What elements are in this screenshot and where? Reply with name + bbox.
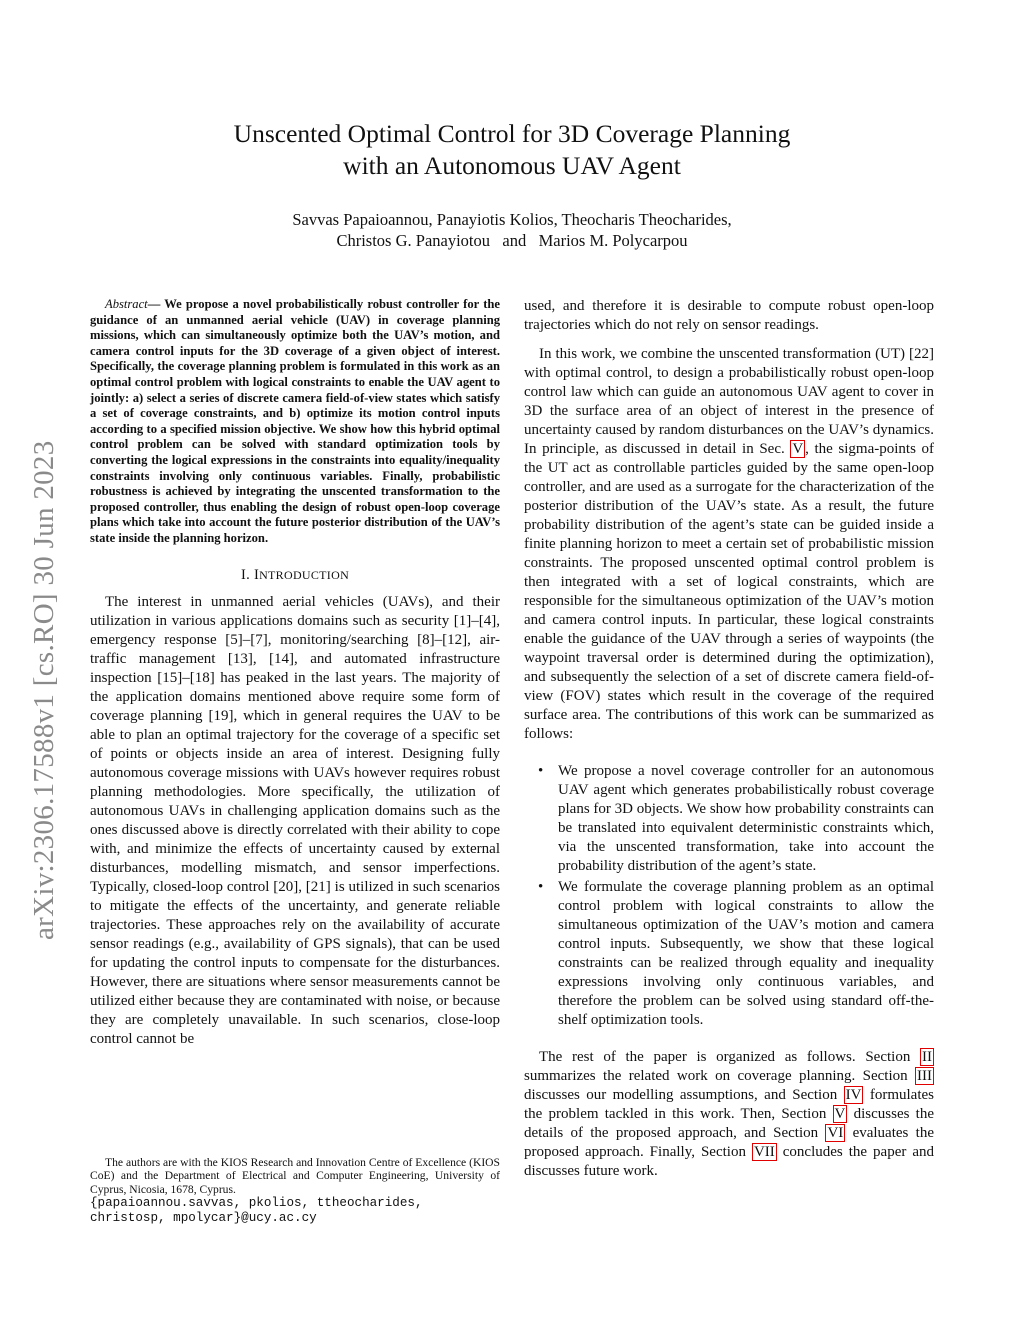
- section-title-initial: I: [253, 566, 260, 583]
- contribution-text-b: , the sigma-points of the UT act as controllable particles guided by the same open-loop controller, and are used as a surrogate for the characterization of the posterior distribution of the UAV’s state. As a result, the future probability distribution of the agent’s state can be guided inside a finite planning horizon to meet a certain set of probabilistic mission constraints. The proposed unscented optimal control problem is then integrated with a set of logical constraints, which are responsible for the simultaneous optimization of the UAV’s motion and camera control inputs. In particular, these logical constraints enable the guidance of the UAV through a series of waypoints (the waypoint traversal order is determined during the optimization), and subsequently the selection of a set of discrete camera field-of-view (FOV) states which result in the coverage of the required surface area. The contributions of this work can be summarized as follows:: [524, 441, 935, 742]
- author-list: [150, 209, 874, 251]
- left-column: [90, 297, 500, 1049]
- author-footnote: [90, 1156, 500, 1226]
- section-link-ii[interactable]: II: [922, 1049, 932, 1065]
- abstract-text: — We propose a novel probabilistically robust controller for the guidance of an unmanned aerial vehicle (UAV) in coverage planning missions, which can simultaneously optimize both the UAV’s motion, and camera control inputs for the 3D coverage of a given object of interest. Specifically, the coverage planning problem is formulated in this work as an optimal control problem with logical constraints to enable the UAV agent to jointly: a) select a series of discrete camera field-of-view states which satisfy a set of coverage constraints, and b) optimize its motion control inputs according to a specified mission objective. We show how this hybrid optimal control problem can be solved with standard optimization tools by converting the logical expressions in the constraints into equality/inequality constraints involving only continuous variables. Finally, probabilistic robustness is achieved by integrating the unscented transformation to the proposed controller, thus enabling the design of robust open-loop coverage plans which take into account the future posterior distribution of the UAV’s state inside the planning horizon.: [90, 297, 500, 545]
- abstract: [90, 297, 500, 547]
- title-line-1: Unscented Optimal Control for 3D Coverage Planning: [233, 119, 791, 148]
- paper-title: [150, 118, 874, 182]
- organization-text: concludes the paper and discusses future work.: [524, 1144, 934, 1179]
- authors-line-2: Christos G. Panayiotou and Marios M. Polycarpou: [336, 231, 688, 250]
- bullet-icon: •: [538, 879, 544, 895]
- contribution-text-a: In this work, we combine the unscented transformation (UT) [22] with optimal control, to design a probabilistically robust open-loop control law which can guide an autonomous UAV agent to cover in 3D the surface area of an object of interest in the presence of uncertainty caused by random disturbances on the UAV’s dynamics. In principle, as discussed in detail in Sec.: [524, 346, 934, 457]
- right-column: [524, 297, 934, 1181]
- section-link-iv[interactable]: IV: [845, 1087, 862, 1103]
- footnote-email-line-1: {papaioannou.savvas, pkolios, ttheocharides,: [90, 1196, 423, 1211]
- section-link-iii[interactable]: III: [917, 1068, 932, 1084]
- bullet-icon: •: [538, 763, 544, 779]
- list-item: [524, 878, 934, 1030]
- organization-text: formulates the problem tackled in this work. Then, Section: [524, 1087, 934, 1122]
- organization-text: evaluates the proposed approach. Finally, Section: [524, 1125, 934, 1160]
- contribution-list: [524, 762, 934, 1030]
- arxiv-identifier: arXiv:2306.17588v1 [cs.RO] 30 Jun 2023: [28, 440, 60, 940]
- title-line-2: with an Autonomous UAV Agent: [343, 151, 681, 180]
- authors-line-1: Savvas Papaioannou, Panayiotis Kolios, Theocharis Theocharides,: [292, 210, 732, 229]
- bullet-text-2: We formulate the coverage planning problem as an optimal control problem with logical constraints to allow the simultaneous optimization of the UAV’s motion and camera control inputs. Subsequently, we show that these logical constraints can be realized through equality and inequality expressions involving only continuous variables, and therefore the problem can be solved using standard off-the-shelf optimization tools.: [558, 879, 934, 1028]
- bullet-text-1: We propose a novel coverage controller for an autonomous UAV agent which generates probabilistically robust coverage plans for 3D objects. We show how probability constraints can be translated into equivalent deterministic constraints which, via the unscented transformation, take into account the probability distribution of the agent’s state.: [558, 763, 934, 874]
- footnote-affiliation: The authors are with the KIOS Research and Innovation Centre of Excellence (KIOS CoE) and the Department of Electrical and Computer Engineering, University of Cyprus, Nicosia, 1678, Cyprus.: [90, 1156, 500, 1196]
- abstract-lead: Abstract: [105, 297, 148, 311]
- organization-text: discusses our modelling assumptions, and Section: [524, 1087, 844, 1103]
- organization-text: discusses the details of the proposed approach, and Section: [524, 1106, 934, 1141]
- organization-paragraph: [524, 1048, 934, 1181]
- section-link-vi[interactable]: VI: [827, 1125, 844, 1141]
- section-link-vii[interactable]: VII: [753, 1144, 775, 1160]
- organization-text: The rest of the paper is organized as follows. Section: [539, 1049, 920, 1065]
- section-numeral: I.: [240, 566, 254, 583]
- intro-paragraph: The interest in unmanned aerial vehicles (UAVs), and their utilization in various applications domains such as security [1]–[4], emergency response [5]–[7], monitoring/searching [8]–[12], air-traffic management [13], [14], and automated infrastructure inspection [15]–[18] has peaked in the last years. The majority of the application domains mentioned above require some form of coverage planning [19], which in general requires the UAV to be able to plan an optimal trajectory for the coverage of a specific set of points or objects inside an area of interest. Designing fully autonomous coverage missions with UAVs however requires robust planning methodologies. More specifically, the utilization of autonomous UAVs in challenging application domains such as the ones discussed above is directly correlated with their ability to cope with, and minimize the effects of uncertainty caused by external disturbances, modelling mismatch, and sensor imperfections. Typically, closed-loop control [20], [21] is utilized in such scenarios to mitigate the effects of the uncertainty, and generate reliable trajectories. These approaches rely on the availability of accurate sensor readings (e.g., availability of GPS signals), that can be used for updating the control inputs to compensate for the disturbances. However, there are situations where sensor measurements cannot be utilized either because they are contaminated with noise, or because they are completely unavailable. In such scenarios, close-loop control cannot be: [90, 593, 500, 1047]
- section-link-v[interactable]: V: [834, 1106, 846, 1122]
- footnote-email-line-2: christosp, mpolycar}@ucy.ac.cy: [90, 1211, 317, 1226]
- contribution-paragraph: [524, 345, 934, 744]
- list-item: [524, 762, 934, 876]
- continued-paragraph: used, and therefore it is desirable to compute robust open-loop trajectories which do not rely on sensor readings.: [524, 298, 934, 333]
- section-heading-introduction: [90, 566, 500, 585]
- section-link-v[interactable]: V: [792, 441, 804, 457]
- organization-text: summarizes the related work on coverage planning. Section: [524, 1068, 915, 1084]
- section-title-rest: NTRODUCTION: [259, 567, 350, 582]
